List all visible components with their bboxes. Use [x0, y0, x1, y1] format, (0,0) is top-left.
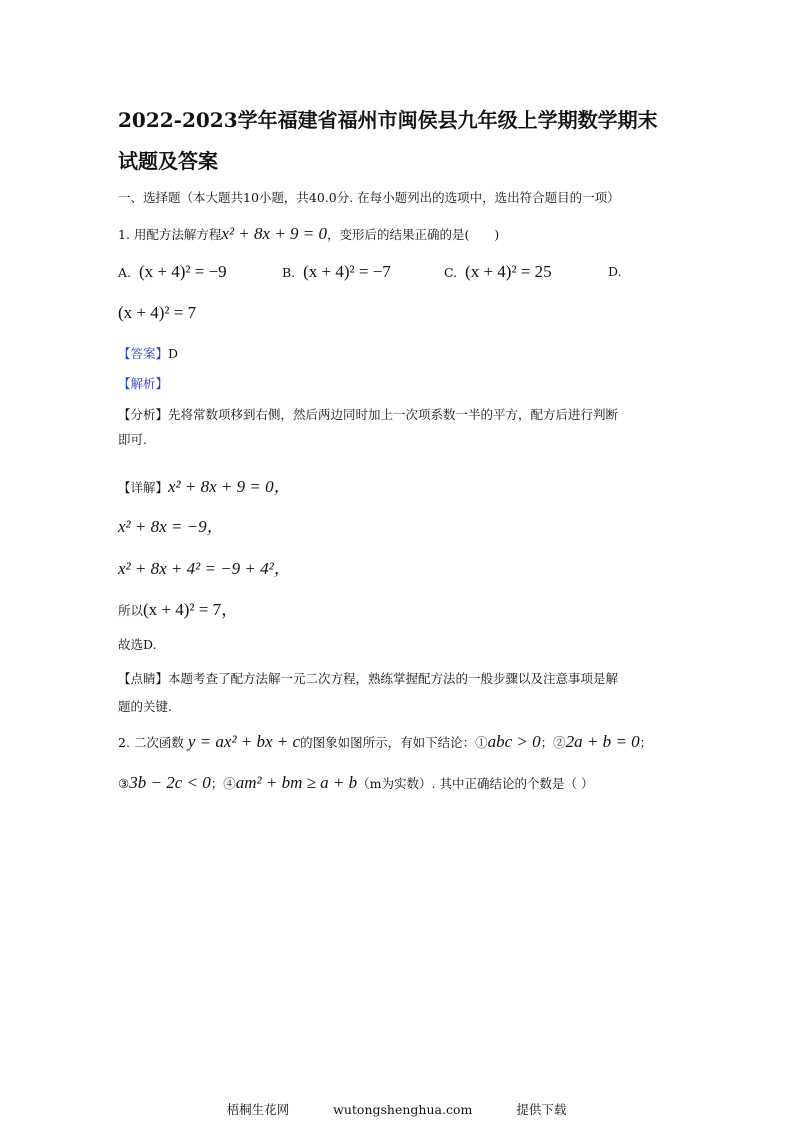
analysis-tag: 【解析】 [118, 376, 169, 391]
q2-line-2 [118, 773, 593, 793]
q1-equation: x² + 8x + 9 = 0 [221, 224, 328, 243]
option-eq: (x + 4)² = −9 [138, 262, 227, 281]
answer-line [118, 344, 178, 362]
q2-prefix: 2. 二次函数 [118, 735, 184, 750]
q2-line-1 [118, 732, 652, 752]
option-a [118, 262, 227, 282]
step-2: x² + 8x = −9， [118, 517, 224, 536]
option-eq: (x + 4)² = 25 [465, 262, 552, 281]
conclusion-1: abc > 0 [487, 732, 541, 751]
answer-value: D [168, 346, 179, 361]
sep: ； [639, 735, 653, 750]
title-line-2: 试题及答案 [118, 149, 218, 173]
fenxi-line-1 [118, 405, 618, 423]
conclusion-3: 3b − 2c < 0 [129, 773, 211, 792]
section-heading: 一、选择题（本大题共10小题，共40.0分. 在每小题列出的选项中，选出符合题目的一项） [118, 190, 620, 205]
fenxi-line-2: 即可. [118, 432, 147, 447]
conclusion-4: am² + bm ≥ a + b [235, 773, 358, 792]
q1-suffix: ，变形后的结果正确的是( ) [327, 227, 500, 242]
conclusion-2: 2a + b = 0 [565, 732, 640, 751]
dianjing-text: 本题考查了配方法解一元二次方程，熟练掌握配方法的一般步骤以及注意事项是解 [168, 671, 619, 686]
option-label: C. [444, 265, 458, 280]
step4-prefix: 所以 [118, 603, 144, 618]
step-4 [118, 595, 238, 620]
q1-stem [118, 224, 499, 244]
fenxi-tag: 【分析】 [118, 407, 169, 422]
step-3: x² + 8x + 4² = −9 + 4²， [118, 559, 291, 578]
dianjing-line-1 [118, 669, 618, 687]
option-b [282, 262, 391, 282]
step4-eq: (x + 4)² = 7， [143, 600, 239, 619]
circle-3: ③ [118, 776, 130, 791]
step-5: 故选D. [118, 637, 157, 652]
sep: ；④ [210, 776, 236, 791]
option-d-label: D. [608, 264, 622, 279]
q2-suffix: （m为实数）. 其中正确结论的个数是（ ） [357, 776, 594, 791]
option-label: B. [282, 265, 296, 280]
option-c [444, 262, 552, 282]
footer [0, 1100, 793, 1118]
option-d-eq: (x + 4)² = 7 [118, 303, 197, 322]
title-line-1: 2022-2023学年福建省福州市闽侯县九年级上学期数学期末 [118, 108, 658, 132]
footer-download: 提供下载 [516, 1102, 567, 1117]
q2-function: y = ax² + bx + c [187, 732, 301, 751]
xiangjie-line [118, 472, 291, 497]
option-eq: (x + 4)² = −7 [303, 262, 391, 281]
option-label: A. [118, 265, 132, 280]
sep: ；② [540, 735, 566, 750]
footer-site-name: 梧桐生花网 [226, 1102, 290, 1117]
dianjing-line-2: 题的关键. [118, 699, 172, 714]
xiangjie-tag: 【详解】 [118, 480, 169, 495]
answer-tag: 【答案】 [118, 346, 169, 361]
fenxi-text: 先将常数项移到右侧，然后两边同时加上一次项系数一半的平方，配方后进行判断 [168, 407, 619, 422]
dianjing-tag: 【点睛】 [118, 671, 169, 686]
q1-prefix: 1. 用配方法解方程 [118, 227, 222, 242]
footer-url[interactable]: wutongshenghua.com [333, 1102, 473, 1117]
step-1: x² + 8x + 9 = 0， [168, 477, 291, 496]
q2-mid: 的图象如图所示，有如下结论：① [300, 735, 488, 750]
